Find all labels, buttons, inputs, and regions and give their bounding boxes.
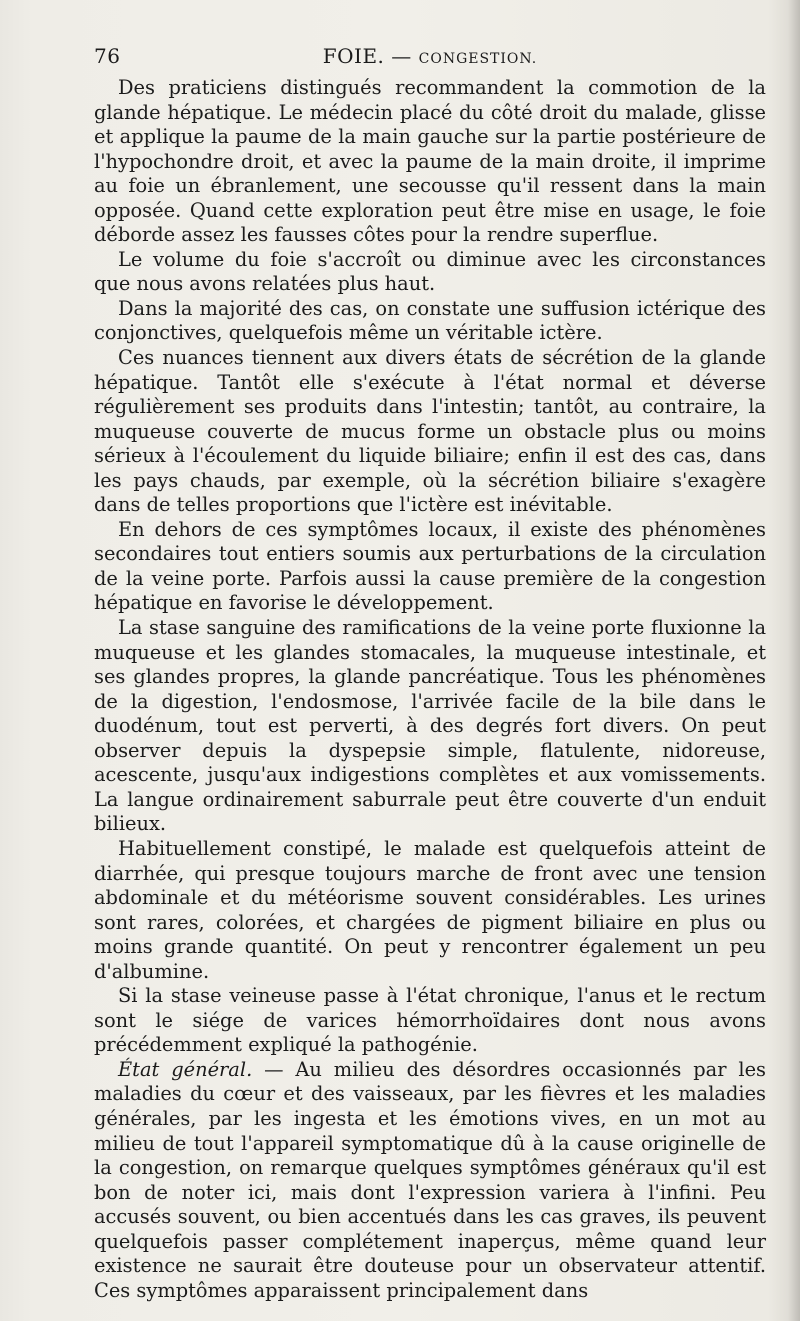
page-edge-shadow: [788, 0, 800, 1321]
paragraph-text: — Au milieu des désordres occasionnés par les maladies du cœur et des vaisseaux, par les fièvres et les maladies générales, par les ingesta et les émotions vives, en un mot au milieu de tout l'appareil symptomatique dû à la cause originelle de la congestion, on remarque quelques symptômes généraux qu'il est bon de noter ici, mais dont l'expression variera à l'infini. Peu accusés souvent, ou bien accentués dans les cas graves, ils peuvent quelquefois passer complétement inaperçus, même quand leur existence ne saurait être douteuse pour un observateur attentif. Ces symptômes apparaissent principalement dans: [94, 1057, 767, 1302]
paragraph-text: La stase sanguine des ramifications de la veine porte fluxionne la muqueuse et les glandes stomacales, la muqueuse intestinale, et ses glandes propres, la glande pancréatique. Tous les phénomènes de la digestion, l'endosmose, l'arrivée facile de la bile dans le duodénum, tout est perverti, à des degrés fort divers. On peut observer depuis la dyspepsie simple, flatulente, nidoreuse, acescente, jusqu'aux indigestions complètes et aux vomissements. La langue ordinairement saburrale peut être couverte d'un enduit bilieux.: [94, 616, 766, 836]
paragraph: [94, 76, 766, 248]
paragraph: [94, 984, 766, 1058]
paragraph: [94, 518, 766, 616]
paragraph-text: Si la stase veineuse passe à l'état chronique, l'anus et le rectum sont le siége de varices hémorrhoïdaires dont nous avons précédemment expliqué la pathogénie.: [94, 984, 766, 1057]
paragraph: [94, 346, 766, 518]
section-heading-italic: État général.: [118, 1057, 253, 1081]
paragraph: [94, 248, 766, 297]
paragraph: [94, 297, 766, 346]
running-head-title: FOIE. —: [322, 44, 412, 68]
page-header: [94, 44, 766, 74]
running-head: [94, 44, 766, 68]
paragraph-text: Ces nuances tiennent aux divers états de sécrétion de la glande hépatique. Tantôt elle s'exécute à l'état normal et déverse régulièrement ses produits dans l'intestin; tantôt, au contraire, la muqueuse couverte de mucus forme un obstacle plus ou moins sérieux à l'écoulement du liquide biliaire; enfin il est des cas, dans les pays chauds, par exemple, où la sécrétion biliaire s'exagère dans de telles proportions que l'ictère est inévitable.: [94, 346, 766, 517]
paragraph-text: En dehors de ces symptômes locaux, il existe des phénomènes secondaires tout entiers soumis aux perturbations de la circulation de la veine porte. Parfois aussi la cause première de la congestion hépatique en favorise le développement.: [94, 517, 766, 615]
paragraph: [94, 837, 766, 984]
paragraph-text: Le volume du foie s'accroît ou diminue avec les circonstances que nous avons relatées plus haut.: [94, 247, 766, 296]
page-number: 76: [94, 44, 121, 68]
paragraph: [94, 1058, 766, 1303]
paragraph: [94, 616, 766, 837]
paragraph-text: Habituellement constipé, le malade est quelquefois atteint de diarrhée, qui presque toujours marche de front avec une tension abdominale et du météorisme souvent considérables. Les urines sont rares, colorées, et chargées de pigment biliaire en plus ou moins grande quantité. On peut y rencontrer également un peu d'albumine.: [94, 836, 766, 983]
paragraph-text: Dans la majorité des cas, on constate une suffusion ictérique des conjonctives, quelquefois même un véritable ictère.: [94, 296, 766, 345]
body-text: [94, 76, 766, 1303]
running-head-subtitle: CONGESTION.: [418, 51, 538, 67]
paragraph-text: Des praticiens distingués recommandent la commotion de la glande hépatique. Le médecin placé du côté droit du malade, glisse et applique la paume de la main gauche sur la partie postérieure de l'hypochondre droit, et avec la paume de la main droite, il imprime au foie un ébranlement, une secousse qu'il ressent dans la main opposée. Quand cette exploration peut être mise en usage, le foie déborde assez les fausses côtes pour la rendre superflue.: [94, 76, 766, 247]
